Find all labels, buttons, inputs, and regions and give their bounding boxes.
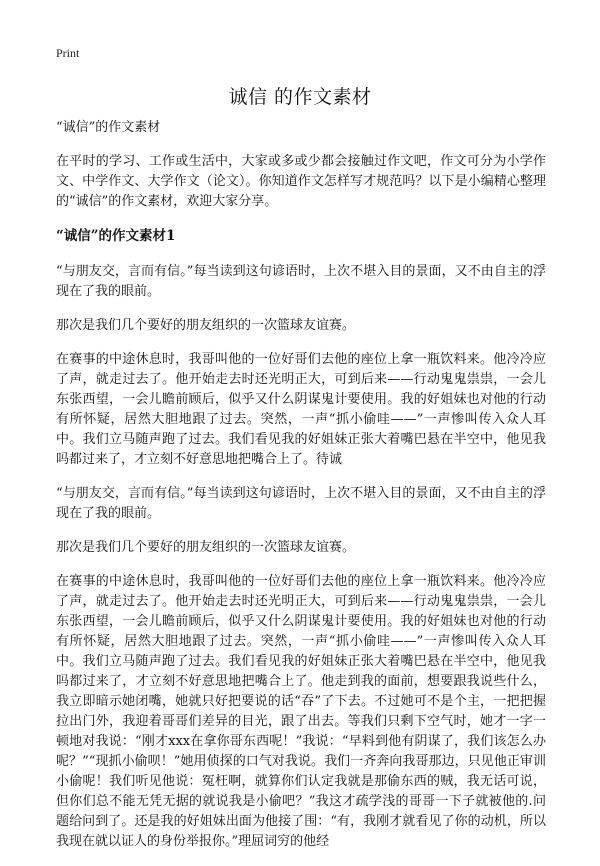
print-label: Print bbox=[56, 46, 80, 60]
section-heading: “诚信”的作文素材1 bbox=[56, 228, 176, 244]
body-paragraph: 在赛事的中途休息时，我哥叫他的一位好哥们去他的座位上拿一瓶饮料来。他冷冷应了声，就走过去了。他开始走去时还光明正大，可到后来——行动鬼鬼祟祟，一会儿东张西望，一会儿瞻前顾后，似乎又什么阴谋鬼计要使用。我的好姐妹也对他的行动有所怀疑，居然大胆地跟了过去。突然，一声“抓小偷哇——”一声惨叫传入众人耳中。我们立马随声跑了过去。我们看见我的好姐妹正张大着嘴巴悬在半空中，他见我吗都过来了，才立刻不好意思地把嘴合上了。他走到我的面前，想要跟我说些什么，我立即暗示她闭嘴，她就只好把要说的话“吞”了下去。不过她可不是个主，一把把握拉出门外，我迎着哥哥们差异的目光，跟了出去。等我们只剩下空气时，她才一字一顿地对我说：“刚才xxx在拿你哥东西呢！”我说：“早料到他有阴谋了，我们该怎么办呢？”“现抓小偷呗！”她用侦探的口气对我说。我们一齐奔向我哥那边，只见他正审训小偷呢！我们听见他说：冤枉啊，就算你们认定我就是那偷东西的贼，我无话可说，但你们总不能无凭无据的就说我是小偷吧？”我这才疏学浅的哥哥一下子就被他的.问题给问到了。还是我的好姐妹出面为他接了围：“有，我刚才就看见了你的动机，所以我现在就以证人的身份举报你。”理屈词穷的他经 bbox=[56, 574, 546, 849]
document-title: 诚信 的作文素材 bbox=[228, 86, 372, 108]
intro-paragraph: 在平时的学习、工作或生活中，大家或多或少都会接触过作文吧，作文可分为小学作文、中学作文、大学作文（论文）。你知道作文怎样写才规范吗？以下是小编精心整理的“诚信”的作文素材，欢迎大家分享。 bbox=[56, 154, 546, 209]
body-paragraph: 在赛事的中途休息时，我哥叫他的一位好哥们去他的座位上拿一瓶饮料来。他冷冷应了声，就走过去了。他开始走去时还光明正大，可到后来——行动鬼鬼祟祟，一会儿东张西望，一会儿瞻前顾后，似乎又什么阴谋鬼计要使用。我的好姐妹也对他的行动有所怀疑，居然大胆地跟了过去。突然，一声“抓小偷哇——”一声惨叫传入众人耳中。我们立马随声跑了过去。我们看见我的好姐妹正张大着嘴巴悬在半空中，他见我吗都过来了，才立刻不好意思地把嘴合上了。待诚 bbox=[56, 352, 546, 467]
body-paragraph: “与朋友交，言而有信。”每当读到这句谚语时，上次不堪入目的景面，又不由自主的浮现在了我的眼前。 bbox=[56, 264, 546, 299]
document-body bbox=[56, 118, 546, 866]
body-paragraph: 那次是我们几个要好的朋友组织的一次篮球友谊赛。 bbox=[56, 318, 356, 333]
document-subtitle: “诚信”的作文素材 bbox=[56, 120, 161, 135]
body-paragraph: “与朋友交，言而有信。”每当读到这句谚语时，上次不堪入目的景面，又不由自主的浮现在了我的眼前。 bbox=[56, 486, 546, 521]
body-paragraph: 那次是我们几个要好的朋友组织的一次篮球友谊赛。 bbox=[56, 540, 356, 555]
